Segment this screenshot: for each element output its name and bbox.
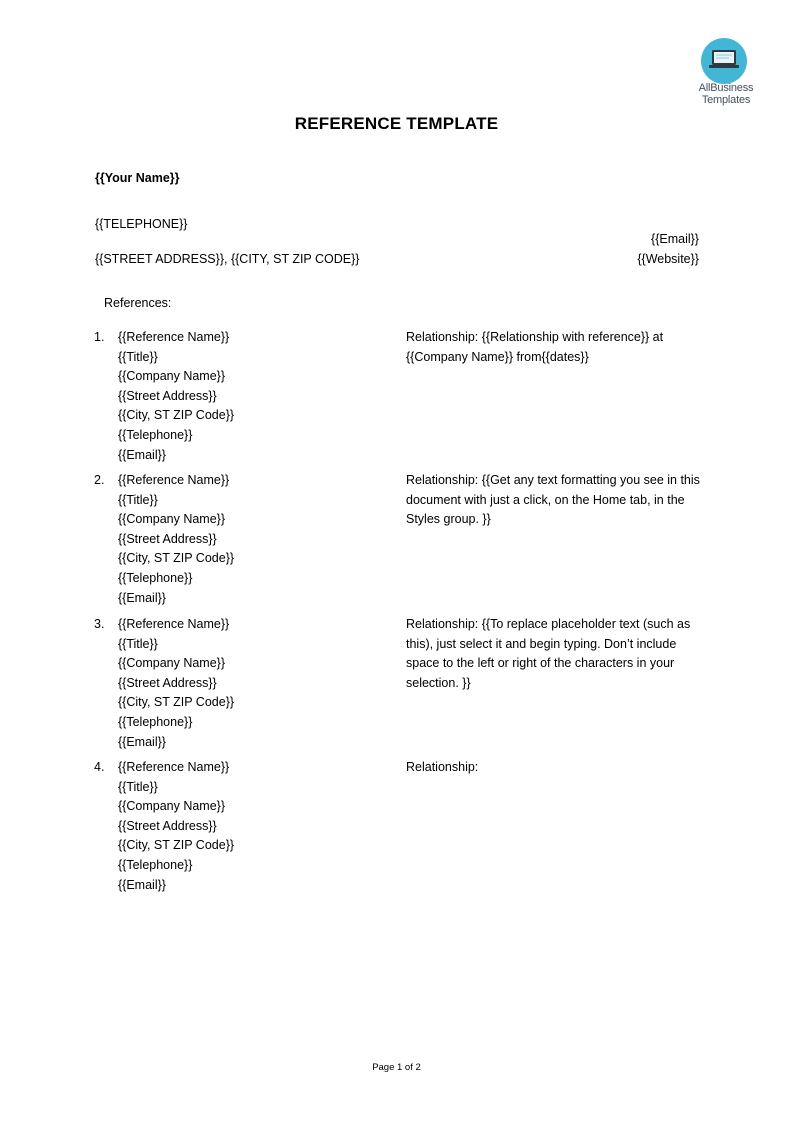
reference-city: {{City, ST ZIP Code}} — [118, 408, 235, 423]
document-title: REFERENCE TEMPLATE — [294, 114, 499, 133]
telephone: {{TELEPHONE}} — [95, 217, 188, 231]
reference-company: {{Company Name}} — [118, 512, 226, 527]
reference-number: 2. — [94, 473, 105, 487]
reference-city: {{City, ST ZIP Code}} — [118, 838, 235, 853]
reference-title: {{Title}} — [118, 349, 158, 364]
street-address: {{STREET ADDRESS}}, {{CITY, ST ZIP CODE}} — [95, 252, 360, 266]
reference-name: {{Reference Name}} — [118, 330, 230, 344]
laptop-icon — [701, 38, 747, 84]
reference-telephone: {{Telephone}} — [118, 857, 193, 872]
reference-city: {{City, ST ZIP Code}} — [118, 551, 235, 566]
reference-street: {{Street Address}} — [118, 675, 217, 690]
reference-telephone: {{Telephone}} — [118, 570, 193, 585]
website: {{Website}} — [637, 252, 699, 266]
email: {{Email}} — [651, 232, 699, 246]
reference-street: {{Street Address}} — [118, 388, 217, 403]
reference-street: {{Street Address}} — [118, 818, 217, 833]
reference-title: {{Title}} — [118, 492, 158, 507]
reference-title: {{Title}} — [118, 779, 158, 794]
reference-email: {{Email}} — [118, 447, 166, 462]
reference-title: {{Title}} — [118, 636, 158, 651]
reference-city: {{City, ST ZIP Code}} — [118, 695, 235, 710]
logo-text-line2: Templates — [701, 94, 751, 106]
reference-company: {{Company Name}} — [118, 369, 226, 384]
reference-telephone: {{Telephone}} — [118, 427, 193, 442]
reference-details — [118, 471, 234, 608]
reference-details — [118, 758, 234, 895]
reference-telephone: {{Telephone}} — [118, 714, 193, 729]
reference-name: {{Reference Name}} — [118, 473, 230, 487]
allbusiness-logo — [690, 38, 762, 110]
reference-relationship: Relationship: — [406, 760, 479, 774]
reference-company: {{Company Name}} — [118, 799, 226, 814]
reference-name: {{Reference Name}} — [118, 617, 230, 631]
reference-street: {{Street Address}} — [118, 531, 217, 546]
reference-details — [118, 328, 234, 465]
reference-relationship: Relationship: {{To replace placeholder text (such as this), just select it and begin typing. Don’t include space to the left or right of the characters in your selection. }} — [406, 617, 691, 690]
references-label: References: — [104, 296, 172, 310]
reference-email: {{Email}} — [118, 877, 166, 892]
reference-details — [118, 615, 234, 752]
logo-text-line1: AllBusiness — [698, 82, 754, 94]
reference-number: 4. — [94, 760, 105, 774]
reference-relationship: Relationship: {{Relationship with reference}} at {{Company Name}} from{{dates}} — [406, 330, 664, 364]
reference-number: 3. — [94, 617, 105, 631]
logo-text — [690, 82, 762, 106]
reference-name: {{Reference Name}} — [118, 760, 230, 774]
your-name: {{Your Name}} — [95, 171, 180, 185]
reference-email: {{Email}} — [118, 590, 166, 605]
reference-number: 1. — [94, 330, 105, 344]
reference-relationship: Relationship: {{Get any text formatting you see in this document with just a click, on the Home tab, in the Styles group. }} — [406, 473, 700, 527]
reference-email: {{Email}} — [118, 734, 166, 749]
reference-company: {{Company Name}} — [118, 656, 226, 671]
page-number: Page 1 of 2 — [372, 1062, 421, 1073]
